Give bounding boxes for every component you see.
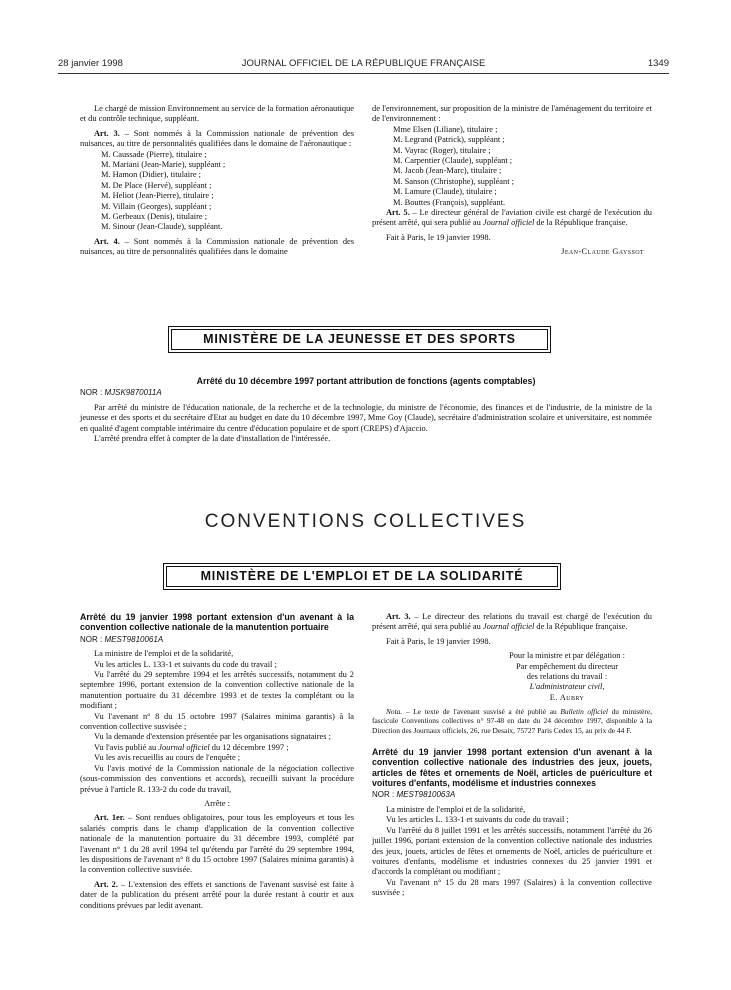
body-paragraph: Par arrêté du ministre de l'éducation nationale, de la recherche et de la technologie, du ministre de l'économie, des finances et de l'industrie, de la ministre de la jeunesse et des sports et du secrétaire d'Etat au budget en date du 10 décembre 1997, Mme Goy (Claude), secrétaire d'administration scolaire et universitaire, est nommée en qualité d'agent comptable intérimaire du centre d'éducation populaire et de sport (CREPS) d'Ajaccio.: [80, 402, 652, 433]
nor-code: MEST9810063A: [396, 790, 456, 800]
member-list-environnement: [372, 125, 652, 208]
list-item: M. Sinour (Jean-Claude), suppléant.: [101, 222, 223, 232]
article-3-label: Art. 3.: [386, 612, 411, 621]
ministry-box-jeunesse: [171, 329, 548, 350]
body-paragraph: Vu l'arrêté du 29 septembre 1994 et les arrêtés successifs, notamment du 2 septembre 1996, portant extension de la convention collective nationale de la manutention portuaire du 31 décembre 1993 et de textes la complétant ou la modifiant ;: [80, 670, 354, 711]
article-4-paragraph: [80, 237, 354, 258]
header-page-number: 1349: [647, 58, 669, 69]
header-journal-title: JOURNAL OFFICIEL DE LA RÉPUBLIQUE FRANÇAISE: [241, 58, 486, 69]
ministry-box-emploi: [166, 566, 558, 587]
list-item: M. Heliot (Jean-Pierre), titulaire ;: [101, 191, 214, 201]
signature-line: Pour la ministre et par délégation :: [509, 651, 625, 661]
arrete-heading: Arrête :: [204, 798, 230, 808]
article-2-label: Art. 2.: [94, 879, 118, 889]
body-paragraph: Vu l'avenant n° 15 du 28 mars 1997 (Salaires) à la convention collective susvisée ;: [372, 877, 652, 898]
body-paragraph: Vu l'arrêté du 8 juillet 1991 et les arrêtés successifs, notamment l'arrêté du 26 juillet 1996, portant extension de la convention collective nationale des industries des jeux, jouets, articles de fêtes et ornements de Noël, articles de puériculture et voitures d'enfants, modélisme et industries connexes du 25 janvier 1991 et d'accords la complétant ou modifiant ;: [372, 825, 652, 877]
list-item: M. Legrand (Patrick), suppléant ;: [393, 135, 505, 145]
nota-label: Nota.: [386, 707, 403, 717]
article-3-text: – Sont nommés à la Commission nationale de prévention des nuisances, au titre de personnalités qualifiées dans le domaine de l'aéronautique :: [80, 128, 354, 149]
list-item: M. Hamon (Didier), titulaire ;: [101, 170, 202, 180]
nor-reference: NOR : MEST9810061A: [80, 634, 164, 644]
list-item: M. Bouttes (François), suppléant.: [393, 197, 506, 207]
list-item: M. De Place (Hervé), suppléant ;: [101, 180, 212, 190]
done-at-paris: Fait à Paris, le 19 janvier 1998.: [386, 636, 491, 646]
nor-reference: NOR : MEST9810063A: [372, 790, 456, 800]
article-5-paragraph: Art. 5. – Le directeur général de l'aviation civile est chargé de l'exécution du présent arrêté, qui sera publié au Journal officiel de la République française.: [372, 208, 652, 228]
ministry-title: MINISTÈRE DE LA JEUNESSE ET DES SPORTS: [203, 332, 516, 346]
signature-name: E. Aubry: [549, 692, 585, 702]
body-paragraph: La ministre de l'emploi et de la solidarité,: [386, 804, 526, 814]
body-paragraph: Vu l'avis motivé de la Commission nationale de la négociation collective (sous-commission des conventions et accords), recueilli suivant la procédure prévue à l'article R. 133-2 du code du travail,: [80, 763, 354, 794]
list-item: M. Villain (Georges), suppléant ;: [101, 201, 212, 211]
header-date: 28 janvier 1998: [58, 58, 123, 69]
list-item: M. Caussade (Pierre), titulaire ;: [101, 149, 207, 159]
article-1-paragraph: Art. 1er. – Sont rendues obligatoires, pour tous les employeurs et tous les salariés compris dans le champ d'application de la convention collective nationale de la manutention portuaire du 31 décembre 1993, complété par l'avenant n° 1 du 28 avril 1994 tel qu'étendu par l'arrêté du 29 septembre 1994, les dispositions de l'avenant n° 8 du 15 octobre 1997 (Salaires minima garantis) à la convention collective susvisée.: [80, 813, 354, 875]
signature-line: des relations du travail :: [526, 672, 608, 682]
nota-paragraph: Nota. – Le texte de l'avenant susvisé a été publié au Bulletin officiel du ministère, fascicule Conventions collectives n° 97-48 en date du 24 décembre 1997, disponible à la Direction des Journaux officiels, 26, rue Desaix, 75727 Paris Cedex 15, au prix de 44 F.: [372, 707, 653, 735]
list-item: M. Jacob (Jean-Marc), titulaire ;: [393, 166, 502, 176]
bulletin-officiel-ref: Bulletin officiel: [560, 707, 608, 717]
article-3-label: Art. 3.: [94, 128, 120, 138]
article-title: Arrêté du 19 janvier 1998 portant extension d'un avenant à la convention collective nationale des industries des jeux, jouets, articles de fêtes et ornements de Noël, articles de puériculture et voitures d'enfants, modélisme et industries connexes: [372, 746, 652, 789]
journal-officiel-ref: Journal officiel: [482, 622, 535, 632]
article-3-paragraph: [80, 129, 354, 150]
body-paragraph: Vu les articles L. 133-1 et suivants du code du travail ;: [94, 659, 277, 669]
article-4-label: Art. 4.: [94, 236, 120, 246]
done-at-paris: Fait à Paris, le 19 janvier 1998.: [386, 232, 491, 242]
list-item: M. Carpentier (Claude), suppléant ;: [393, 156, 513, 166]
list-item: M. Sanson (Christophe), suppléant ;: [393, 176, 514, 186]
article-3-paragraph: Art. 3. – Le directeur des relations du travail est chargé de l'exécution du présent arrêté, qui sera publié au Journal officiel de la République française.: [372, 612, 652, 632]
nor-code: MJSK9870011A: [104, 388, 162, 398]
ministry-title: MINISTÈRE DE L'EMPLOI ET DE LA SOLIDARITÉ: [200, 569, 524, 583]
body-paragraph: L'arrêté prendra effet à compter de la date d'installation de l'intéressée.: [94, 434, 331, 444]
list-item: M. Gerbeaux (Denis), titulaire ;: [101, 212, 208, 222]
body-paragraph: Vu les articles L. 133-1 et suivants du code du travail ;: [386, 815, 569, 825]
article-2-paragraph: Art. 2. – L'extension des effets et sanctions de l'avenant susvisé est faite à dater de la publication du présent arrêté pour la durée restant à courir et aux conditions prévues par ledit avenant.: [80, 879, 354, 910]
section-title: CONVENTIONS COLLECTIVES: [204, 511, 527, 532]
article-4-text: – Sont nommés à la Commission nationale de prévention des nuisances, au titre de personnalités qualifiées dans le domaine: [80, 236, 354, 257]
body-paragraph: Vu les avis recueillis au cours de l'enquête ;: [94, 753, 241, 763]
member-list-aeronautique: [80, 150, 354, 233]
article-title: Arrêté du 10 décembre 1997 portant attribution de fonctions (agents comptables): [196, 376, 536, 386]
top-left-column: [80, 104, 354, 258]
article-1-label: Art. 1er.: [94, 813, 125, 823]
header-rule: [58, 73, 669, 74]
jeunesse-article: [80, 376, 652, 444]
page-header: [58, 58, 669, 72]
signature-role: L'administrateur civil,: [529, 682, 605, 692]
intro-paragraph: Le chargé de mission Environnement au service de la formation aéronautique et du contrôle technique, suppléant.: [80, 104, 354, 124]
list-item: Mme Elsen (Liliane), titulaire ;: [393, 124, 498, 134]
bottom-left-column: [80, 612, 354, 911]
article-5-label: Art. 5.: [386, 208, 410, 218]
journal-officiel-ref: Journal officiel: [482, 218, 535, 228]
list-item: M. Lamure (Claude), titulaire ;: [393, 187, 497, 197]
nor-reference: NOR : MJSK9870011A: [80, 388, 162, 398]
signature: Jean-Claude Gayssot: [561, 247, 644, 257]
body-paragraph: La ministre de l'emploi et de la solidarité,: [94, 649, 234, 659]
bottom-right-column: [372, 612, 652, 899]
continuation-paragraph: de l'environnement, sur proposition de la ministre de l'aménagement du territoire et de l'environnement :: [372, 104, 652, 124]
body-paragraph: Vu l'avenant n° 8 du 15 octobre 1997 (Salaires minima garantis) à la convention collective susvisée ;: [80, 711, 354, 732]
nor-code: MEST9810061A: [104, 634, 164, 644]
signature-line: Par empêchement du directeur: [515, 661, 619, 671]
body-paragraph: Vu la demande d'extension présentée par les organisations signataires ;: [94, 732, 331, 742]
list-item: M. Vayrac (Roger), titulaire ;: [393, 145, 491, 155]
article-title: Arrêté du 19 janvier 1998 portant extension d'un avenant à la convention collective nationale de la manutention portuaire: [80, 612, 354, 633]
list-item: M. Mariani (Jean-Marie), suppléant ;: [101, 160, 226, 170]
body-paragraph: Vu l'avis publié au Journal officiel du 12 décembre 1997 ;: [94, 742, 289, 752]
top-right-column: [372, 104, 652, 258]
